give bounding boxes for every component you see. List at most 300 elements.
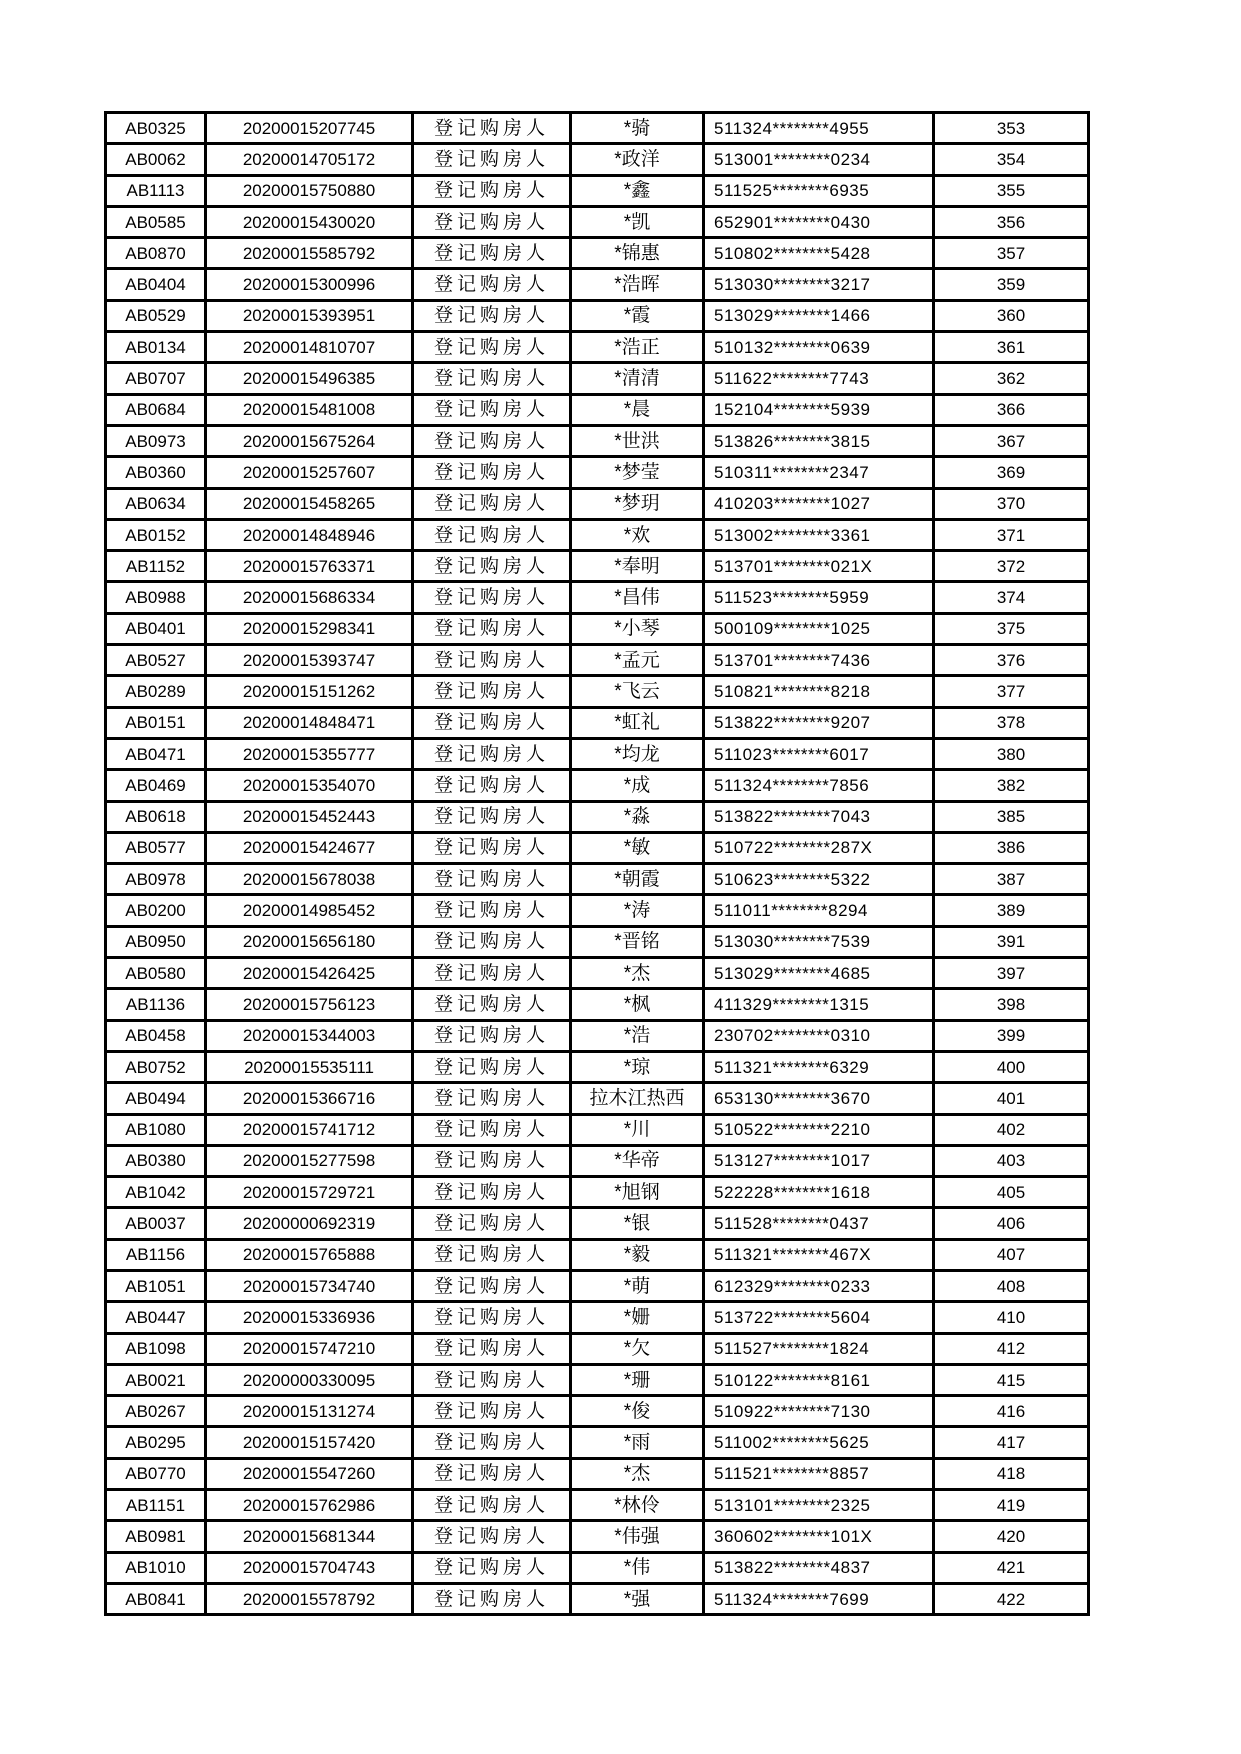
buyer-role-cell: 登记购房人 <box>413 1051 571 1082</box>
table-row <box>106 895 1089 926</box>
table-row <box>106 1552 1089 1583</box>
buyer-role-cell: 登记购房人 <box>413 864 571 895</box>
table-row <box>106 425 1089 456</box>
masked-id-number-cell: 511321********6329 <box>704 1051 934 1082</box>
buyer-name-cell: *骑 <box>571 113 704 144</box>
applicant-code-cell: AB0978 <box>106 864 206 895</box>
masked-id-number-cell: 511527********1824 <box>704 1333 934 1364</box>
registration-number-cell: 20200015656180 <box>206 926 413 957</box>
table-row <box>106 738 1089 769</box>
registration-number-cell: 20200015686334 <box>206 582 413 613</box>
buyer-role-cell: 登记购房人 <box>413 113 571 144</box>
applicant-code-cell: AB1113 <box>106 175 206 206</box>
table-row <box>106 1208 1089 1239</box>
buyer-role-cell: 登记购房人 <box>413 1177 571 1208</box>
sequence-number-cell: 389 <box>934 895 1089 926</box>
masked-id-number-cell: 513822********4837 <box>704 1552 934 1583</box>
masked-id-number-cell: 511324********7699 <box>704 1583 934 1614</box>
buyer-name-cell: *强 <box>571 1583 704 1614</box>
sequence-number-cell: 401 <box>934 1083 1089 1114</box>
table-row <box>106 832 1089 863</box>
registration-number-cell: 20200015765888 <box>206 1239 413 1270</box>
masked-id-number-cell: 513101********2325 <box>704 1490 934 1521</box>
buyer-name-cell: *银 <box>571 1208 704 1239</box>
table-row <box>106 1333 1089 1364</box>
masked-id-number-cell: 511011********8294 <box>704 895 934 926</box>
registration-number-cell: 20200014705172 <box>206 144 413 175</box>
registration-number-cell: 20200015547260 <box>206 1458 413 1489</box>
table-row <box>106 1302 1089 1333</box>
sequence-number-cell: 382 <box>934 770 1089 801</box>
buyer-name-cell: *毅 <box>571 1239 704 1270</box>
table-row <box>106 300 1089 331</box>
sequence-number-cell: 361 <box>934 332 1089 363</box>
applicant-code-cell: AB0037 <box>106 1208 206 1239</box>
sequence-number-cell: 372 <box>934 551 1089 582</box>
registration-number-cell: 20200015747210 <box>206 1333 413 1364</box>
masked-id-number-cell: 513701********7436 <box>704 645 934 676</box>
table-row <box>106 175 1089 206</box>
table-row <box>106 926 1089 957</box>
buyer-name-cell: *雨 <box>571 1427 704 1458</box>
masked-id-number-cell: 511525********6935 <box>704 175 934 206</box>
buyer-name-cell: *琼 <box>571 1051 704 1082</box>
table-row <box>106 770 1089 801</box>
table-row <box>106 394 1089 425</box>
buyer-name-cell: *浩正 <box>571 332 704 363</box>
masked-id-number-cell: 652901********0430 <box>704 206 934 237</box>
applicant-code-cell: AB0684 <box>106 394 206 425</box>
buyer-name-cell: *世洪 <box>571 425 704 456</box>
applicant-code-cell: AB0289 <box>106 676 206 707</box>
registration-number-cell: 20200015741712 <box>206 1114 413 1145</box>
buyer-role-cell: 登记购房人 <box>413 206 571 237</box>
table-row <box>106 1239 1089 1270</box>
table-row <box>106 269 1089 300</box>
buyer-role-cell: 登记购房人 <box>413 1020 571 1051</box>
masked-id-number-cell: 513127********1017 <box>704 1145 934 1176</box>
masked-id-number-cell: 653130********3670 <box>704 1083 934 1114</box>
sequence-number-cell: 355 <box>934 175 1089 206</box>
table-row <box>106 676 1089 707</box>
masked-id-number-cell: 511023********6017 <box>704 738 934 769</box>
buyer-role-cell: 登记购房人 <box>413 895 571 926</box>
applicant-code-cell: AB0527 <box>106 645 206 676</box>
buyer-role-cell: 登记购房人 <box>413 1490 571 1521</box>
buyer-role-cell: 登记购房人 <box>413 926 571 957</box>
registration-number-cell: 20200015300996 <box>206 269 413 300</box>
registration-number-cell: 20200015336936 <box>206 1302 413 1333</box>
sequence-number-cell: 362 <box>934 363 1089 394</box>
buyer-name-cell: *林伶 <box>571 1490 704 1521</box>
registration-number-cell: 20200014848946 <box>206 519 413 550</box>
buyer-name-cell: *政洋 <box>571 144 704 175</box>
applicant-code-cell: AB0950 <box>106 926 206 957</box>
buyer-role-cell: 登记购房人 <box>413 519 571 550</box>
buyer-name-cell: *飞云 <box>571 676 704 707</box>
buyer-role-cell: 登记购房人 <box>413 238 571 269</box>
buyer-name-cell: *梦莹 <box>571 457 704 488</box>
buyer-role-cell: 登记购房人 <box>413 1270 571 1301</box>
applicant-code-cell: AB0618 <box>106 801 206 832</box>
masked-id-number-cell: 410203********1027 <box>704 488 934 519</box>
masked-id-number-cell: 511324********4955 <box>704 113 934 144</box>
sequence-number-cell: 415 <box>934 1364 1089 1395</box>
table-row <box>106 206 1089 237</box>
applicant-code-cell: AB0200 <box>106 895 206 926</box>
buyer-name-cell: *均龙 <box>571 738 704 769</box>
masked-id-number-cell: 152104********5939 <box>704 394 934 425</box>
table-row <box>106 113 1089 144</box>
masked-id-number-cell: 510311********2347 <box>704 457 934 488</box>
applicant-code-cell: AB0585 <box>106 206 206 237</box>
registration-number-cell: 20200015578792 <box>206 1583 413 1614</box>
table-row <box>106 958 1089 989</box>
masked-id-number-cell: 411329********1315 <box>704 989 934 1020</box>
buyer-name-cell: 拉木江热西 <box>571 1083 704 1114</box>
registration-number-cell: 20200000330095 <box>206 1364 413 1395</box>
buyer-name-cell: *欢 <box>571 519 704 550</box>
applicant-code-cell: AB0973 <box>106 425 206 456</box>
sequence-number-cell: 378 <box>934 707 1089 738</box>
registration-number-cell: 20200015257607 <box>206 457 413 488</box>
registration-number-cell: 20200015366716 <box>206 1083 413 1114</box>
buyer-name-cell: *浩 <box>571 1020 704 1051</box>
masked-id-number-cell: 513030********7539 <box>704 926 934 957</box>
table-row <box>106 457 1089 488</box>
buyer-name-cell: *清清 <box>571 363 704 394</box>
buyer-name-cell: *孟元 <box>571 645 704 676</box>
table-row <box>106 1364 1089 1395</box>
registration-number-cell: 20200015277598 <box>206 1145 413 1176</box>
buyer-role-cell: 登记购房人 <box>413 300 571 331</box>
applicant-code-cell: AB1051 <box>106 1270 206 1301</box>
buyer-role-cell: 登记购房人 <box>413 645 571 676</box>
buyer-role-cell: 登记购房人 <box>413 1396 571 1427</box>
registration-number-cell: 20200015430020 <box>206 206 413 237</box>
applicant-code-cell: AB0151 <box>106 707 206 738</box>
registration-number-cell: 20200015729721 <box>206 1177 413 1208</box>
sequence-number-cell: 419 <box>934 1490 1089 1521</box>
sequence-number-cell: 387 <box>934 864 1089 895</box>
table-row <box>106 332 1089 363</box>
applicant-code-cell: AB0494 <box>106 1083 206 1114</box>
buyer-role-cell: 登记购房人 <box>413 1083 571 1114</box>
buyer-name-cell: *欠 <box>571 1333 704 1364</box>
registration-number-cell: 20200015355777 <box>206 738 413 769</box>
buyer-name-cell: *晨 <box>571 394 704 425</box>
table-row <box>106 989 1089 1020</box>
sequence-number-cell: 359 <box>934 269 1089 300</box>
masked-id-number-cell: 513701********021X <box>704 551 934 582</box>
sequence-number-cell: 397 <box>934 958 1089 989</box>
masked-id-number-cell: 513002********3361 <box>704 519 934 550</box>
registration-table <box>104 111 1090 1616</box>
registration-number-cell: 20200014810707 <box>206 332 413 363</box>
table-row <box>106 1145 1089 1176</box>
buyer-name-cell: *姗 <box>571 1302 704 1333</box>
applicant-code-cell: AB1151 <box>106 1490 206 1521</box>
buyer-role-cell: 登记购房人 <box>413 1521 571 1552</box>
applicant-code-cell: AB0988 <box>106 582 206 613</box>
buyer-name-cell: *虹礼 <box>571 707 704 738</box>
buyer-name-cell: *川 <box>571 1114 704 1145</box>
sequence-number-cell: 354 <box>934 144 1089 175</box>
buyer-name-cell: *敏 <box>571 832 704 863</box>
registration-number-cell: 20200015585792 <box>206 238 413 269</box>
masked-id-number-cell: 360602********101X <box>704 1521 934 1552</box>
masked-id-number-cell: 511622********7743 <box>704 363 934 394</box>
buyer-role-cell: 登记购房人 <box>413 1427 571 1458</box>
sequence-number-cell: 356 <box>934 206 1089 237</box>
sequence-number-cell: 408 <box>934 1270 1089 1301</box>
applicant-code-cell: AB0841 <box>106 1583 206 1614</box>
buyer-role-cell: 登记购房人 <box>413 707 571 738</box>
buyer-role-cell: 登记购房人 <box>413 394 571 425</box>
applicant-code-cell: AB1010 <box>106 1552 206 1583</box>
masked-id-number-cell: 513001********0234 <box>704 144 934 175</box>
registration-number-cell: 20200015298341 <box>206 613 413 644</box>
sequence-number-cell: 367 <box>934 425 1089 456</box>
registration-number-cell: 20200015496385 <box>206 363 413 394</box>
buyer-name-cell: *杰 <box>571 958 704 989</box>
sequence-number-cell: 418 <box>934 1458 1089 1489</box>
masked-id-number-cell: 500109********1025 <box>704 613 934 644</box>
buyer-name-cell: *珊 <box>571 1364 704 1395</box>
table-row <box>106 1490 1089 1521</box>
masked-id-number-cell: 510132********0639 <box>704 332 934 363</box>
table-row <box>106 801 1089 832</box>
applicant-code-cell: AB0471 <box>106 738 206 769</box>
sequence-number-cell: 398 <box>934 989 1089 1020</box>
registration-number-cell: 20200015452443 <box>206 801 413 832</box>
buyer-role-cell: 登记购房人 <box>413 582 571 613</box>
applicant-code-cell: AB1098 <box>106 1333 206 1364</box>
sequence-number-cell: 405 <box>934 1177 1089 1208</box>
registration-number-cell: 20200015734740 <box>206 1270 413 1301</box>
table-row <box>106 1427 1089 1458</box>
masked-id-number-cell: 230702********0310 <box>704 1020 934 1051</box>
masked-id-number-cell: 510802********5428 <box>704 238 934 269</box>
buyer-name-cell: *小琴 <box>571 613 704 644</box>
applicant-code-cell: AB0529 <box>106 300 206 331</box>
applicant-code-cell: AB0325 <box>106 113 206 144</box>
masked-id-number-cell: 513822********7043 <box>704 801 934 832</box>
table-row <box>106 613 1089 644</box>
sequence-number-cell: 410 <box>934 1302 1089 1333</box>
masked-id-number-cell: 511321********467X <box>704 1239 934 1270</box>
masked-id-number-cell: 510522********2210 <box>704 1114 934 1145</box>
table-row <box>106 551 1089 582</box>
buyer-role-cell: 登记购房人 <box>413 989 571 1020</box>
buyer-name-cell: *浩晖 <box>571 269 704 300</box>
sequence-number-cell: 377 <box>934 676 1089 707</box>
registration-number-cell: 20200000692319 <box>206 1208 413 1239</box>
registration-number-cell: 20200015344003 <box>206 1020 413 1051</box>
applicant-code-cell: AB0152 <box>106 519 206 550</box>
registration-number-cell: 20200015424677 <box>206 832 413 863</box>
sequence-number-cell: 371 <box>934 519 1089 550</box>
applicant-code-cell: AB0770 <box>106 1458 206 1489</box>
registration-number-cell: 20200015681344 <box>206 1521 413 1552</box>
masked-id-number-cell: 510623********5322 <box>704 864 934 895</box>
buyer-role-cell: 登记购房人 <box>413 551 571 582</box>
table-row <box>106 1083 1089 1114</box>
masked-id-number-cell: 612329********0233 <box>704 1270 934 1301</box>
sequence-number-cell: 403 <box>934 1145 1089 1176</box>
masked-id-number-cell: 513029********4685 <box>704 958 934 989</box>
sequence-number-cell: 376 <box>934 645 1089 676</box>
buyer-name-cell: *淼 <box>571 801 704 832</box>
buyer-role-cell: 登记购房人 <box>413 1552 571 1583</box>
sequence-number-cell: 360 <box>934 300 1089 331</box>
applicant-code-cell: AB0021 <box>106 1364 206 1395</box>
applicant-code-cell: AB0634 <box>106 488 206 519</box>
registration-number-cell: 20200015393747 <box>206 645 413 676</box>
buyer-role-cell: 登记购房人 <box>413 770 571 801</box>
registration-number-cell: 20200015750880 <box>206 175 413 206</box>
buyer-role-cell: 登记购房人 <box>413 801 571 832</box>
table-row <box>106 645 1089 676</box>
masked-id-number-cell: 513030********3217 <box>704 269 934 300</box>
applicant-code-cell: AB1156 <box>106 1239 206 1270</box>
buyer-name-cell: *俊 <box>571 1396 704 1427</box>
masked-id-number-cell: 511521********8857 <box>704 1458 934 1489</box>
applicant-code-cell: AB1042 <box>106 1177 206 1208</box>
applicant-code-cell: AB0134 <box>106 332 206 363</box>
buyer-name-cell: *杰 <box>571 1458 704 1489</box>
table-row <box>106 1583 1089 1614</box>
registration-table-body <box>106 113 1089 1615</box>
masked-id-number-cell: 513722********5604 <box>704 1302 934 1333</box>
buyer-role-cell: 登记购房人 <box>413 1145 571 1176</box>
sequence-number-cell: 357 <box>934 238 1089 269</box>
sequence-number-cell: 375 <box>934 613 1089 644</box>
sequence-number-cell: 400 <box>934 1051 1089 1082</box>
buyer-name-cell: *伟 <box>571 1552 704 1583</box>
registration-number-cell: 20200015393951 <box>206 300 413 331</box>
buyer-role-cell: 登记购房人 <box>413 738 571 769</box>
buyer-name-cell: *昌伟 <box>571 582 704 613</box>
buyer-role-cell: 登记购房人 <box>413 425 571 456</box>
table-row <box>106 1396 1089 1427</box>
buyer-role-cell: 登记购房人 <box>413 1333 571 1364</box>
masked-id-number-cell: 510722********287X <box>704 832 934 863</box>
masked-id-number-cell: 511324********7856 <box>704 770 934 801</box>
buyer-role-cell: 登记购房人 <box>413 144 571 175</box>
buyer-role-cell: 登记购房人 <box>413 1208 571 1239</box>
table-row <box>106 363 1089 394</box>
registration-number-cell: 20200015151262 <box>206 676 413 707</box>
applicant-code-cell: AB1136 <box>106 989 206 1020</box>
table-row <box>106 1270 1089 1301</box>
buyer-role-cell: 登记购房人 <box>413 832 571 863</box>
applicant-code-cell: AB0447 <box>106 1302 206 1333</box>
buyer-name-cell: *鑫 <box>571 175 704 206</box>
sequence-number-cell: 402 <box>934 1114 1089 1145</box>
sequence-number-cell: 407 <box>934 1239 1089 1270</box>
buyer-name-cell: *伟强 <box>571 1521 704 1552</box>
buyer-role-cell: 登记购房人 <box>413 613 571 644</box>
registration-number-cell: 20200015426425 <box>206 958 413 989</box>
sequence-number-cell: 370 <box>934 488 1089 519</box>
sequence-number-cell: 412 <box>934 1333 1089 1364</box>
applicant-code-cell: AB1080 <box>106 1114 206 1145</box>
buyer-role-cell: 登记购房人 <box>413 488 571 519</box>
buyer-role-cell: 登记购房人 <box>413 1114 571 1145</box>
applicant-code-cell: AB1152 <box>106 551 206 582</box>
buyer-role-cell: 登记购房人 <box>413 363 571 394</box>
table-row <box>106 488 1089 519</box>
applicant-code-cell: AB0981 <box>106 1521 206 1552</box>
masked-id-number-cell: 513826********3815 <box>704 425 934 456</box>
sequence-number-cell: 385 <box>934 801 1089 832</box>
buyer-role-cell: 登记购房人 <box>413 1364 571 1395</box>
sequence-number-cell: 422 <box>934 1583 1089 1614</box>
applicant-code-cell: AB0707 <box>106 363 206 394</box>
masked-id-number-cell: 522228********1618 <box>704 1177 934 1208</box>
buyer-name-cell: *成 <box>571 770 704 801</box>
buyer-role-cell: 登记购房人 <box>413 457 571 488</box>
buyer-role-cell: 登记购房人 <box>413 175 571 206</box>
sequence-number-cell: 416 <box>934 1396 1089 1427</box>
buyer-name-cell: *涛 <box>571 895 704 926</box>
buyer-name-cell: *霞 <box>571 300 704 331</box>
buyer-name-cell: *华帝 <box>571 1145 704 1176</box>
sequence-number-cell: 417 <box>934 1427 1089 1458</box>
table-row <box>106 519 1089 550</box>
applicant-code-cell: AB0404 <box>106 269 206 300</box>
buyer-role-cell: 登记购房人 <box>413 269 571 300</box>
registration-number-cell: 20200015481008 <box>206 394 413 425</box>
buyer-role-cell: 登记购房人 <box>413 1583 571 1614</box>
applicant-code-cell: AB0401 <box>106 613 206 644</box>
masked-id-number-cell: 511528********0437 <box>704 1208 934 1239</box>
registration-number-cell: 20200014985452 <box>206 895 413 926</box>
registration-number-cell: 20200015535111 <box>206 1051 413 1082</box>
applicant-code-cell: AB0870 <box>106 238 206 269</box>
sequence-number-cell: 391 <box>934 926 1089 957</box>
applicant-code-cell: AB0577 <box>106 832 206 863</box>
registration-number-cell: 20200015704743 <box>206 1552 413 1583</box>
sequence-number-cell: 399 <box>934 1020 1089 1051</box>
buyer-name-cell: *梦玥 <box>571 488 704 519</box>
registration-number-cell: 20200015131274 <box>206 1396 413 1427</box>
buyer-role-cell: 登记购房人 <box>413 1302 571 1333</box>
buyer-name-cell: *锦惠 <box>571 238 704 269</box>
registration-number-cell: 20200015675264 <box>206 425 413 456</box>
buyer-name-cell: *枫 <box>571 989 704 1020</box>
buyer-name-cell: *凯 <box>571 206 704 237</box>
buyer-role-cell: 登记购房人 <box>413 1239 571 1270</box>
buyer-role-cell: 登记购房人 <box>413 676 571 707</box>
sequence-number-cell: 380 <box>934 738 1089 769</box>
masked-id-number-cell: 511523********5959 <box>704 582 934 613</box>
sequence-number-cell: 353 <box>934 113 1089 144</box>
buyer-role-cell: 登记购房人 <box>413 958 571 989</box>
table-row <box>106 707 1089 738</box>
registration-number-cell: 20200015354070 <box>206 770 413 801</box>
registration-number-cell: 20200015458265 <box>206 488 413 519</box>
buyer-name-cell: *萌 <box>571 1270 704 1301</box>
table-row <box>106 582 1089 613</box>
applicant-code-cell: AB0580 <box>106 958 206 989</box>
buyer-name-cell: *奉明 <box>571 551 704 582</box>
sequence-number-cell: 420 <box>934 1521 1089 1552</box>
buyer-role-cell: 登记购房人 <box>413 332 571 363</box>
registration-number-cell: 20200015157420 <box>206 1427 413 1458</box>
table-row <box>106 1114 1089 1145</box>
